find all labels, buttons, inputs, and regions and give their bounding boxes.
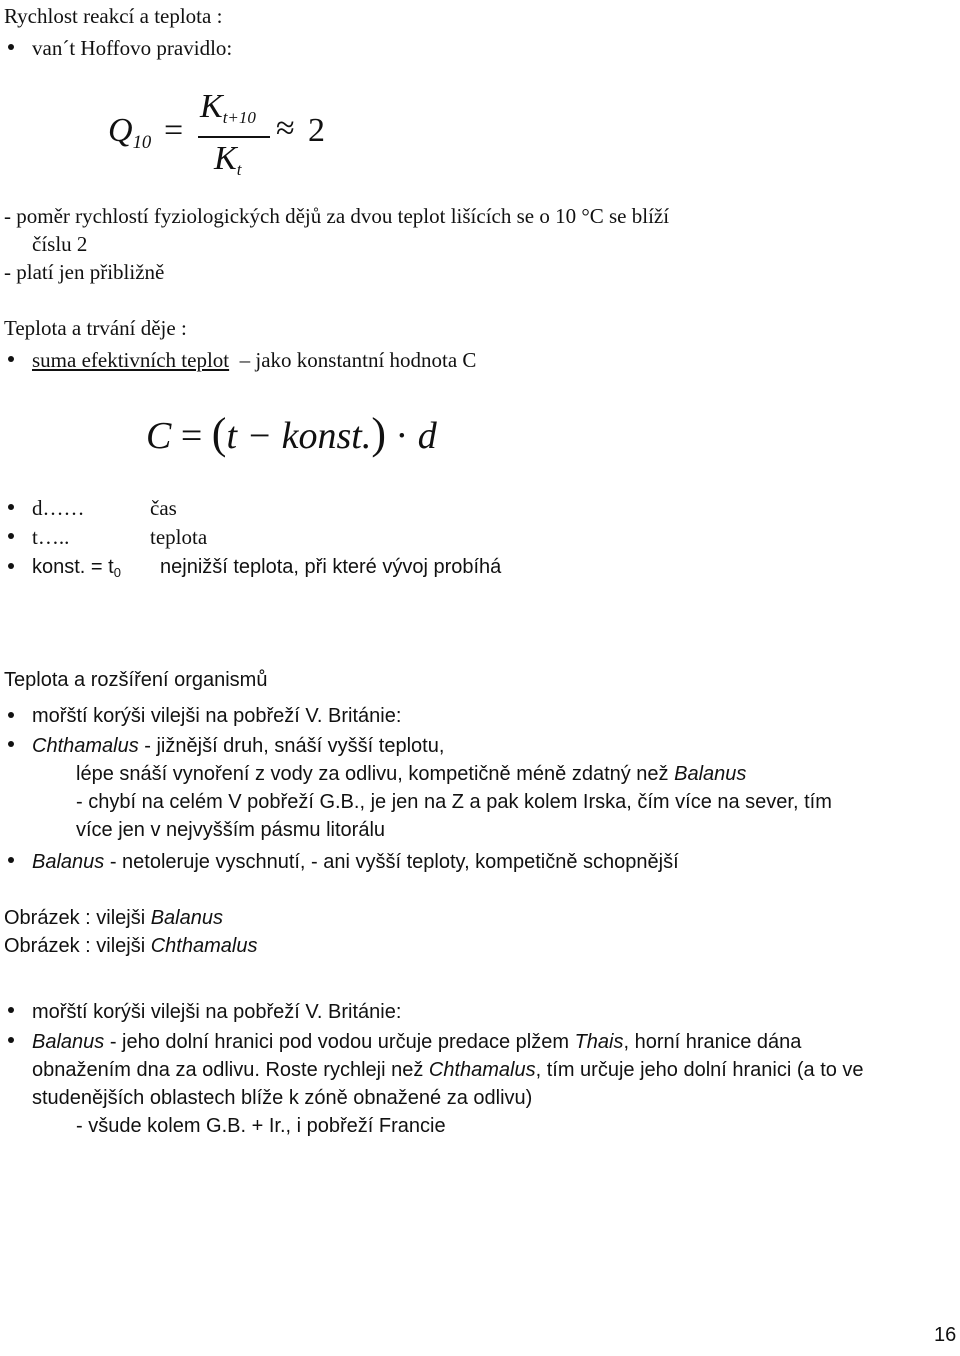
bullet-icon <box>8 741 14 747</box>
formula-num-sub: t+10 <box>222 107 256 127</box>
balanus-detail-line1: Balanus - jeho dolní hranici pod vodou určuje predace plžem Thais, horní hranice dána <box>32 1031 802 1053</box>
heading-reaction-rate: Rychlost reakcí a teplota : <box>4 4 223 28</box>
def-term-konst-sub: 0 <box>113 565 121 580</box>
formula-q: Q10 <box>108 112 152 153</box>
formula-c-eq: = <box>180 415 203 457</box>
formula-c-d: d <box>417 415 437 457</box>
balanus-line <box>32 849 679 875</box>
def-desc-d: čas <box>150 496 177 520</box>
figure-caption-balanus: Obrázek : vilejši Balanus <box>4 907 223 929</box>
chthamalus-line4: více jen v nejvyšším pásmu litorálu <box>76 819 386 841</box>
note-ratio: - poměr rychlostí fyziologických dějů za dvou teplot lišících se o 10 °C se blíží <box>4 204 670 228</box>
figure-caption-chthamalus: Obrázek : vilejši Chthamalus <box>4 935 258 957</box>
def-term-t: t….. <box>32 525 70 549</box>
species-chthamalus: Chthamalus <box>150 935 258 957</box>
bullet-icon <box>8 563 14 569</box>
suma-rest: – jako konstantní hodnota C <box>239 348 477 372</box>
def-desc-konst: nejnižší teplota, při které vývoj probíhá <box>160 556 502 578</box>
formula-value: 2 <box>308 112 325 149</box>
chthamalus-line3: - chybí na celém V pobřeží G.B., je jen na Z a pak kolem Irska, čím více na sever, tím <box>76 791 832 813</box>
balanus-rest: - netoleruje vyschnutí, - ani vyšší teploty, kompetičně schopnější <box>104 851 679 873</box>
balanus-detail-line3: studenějších oblastech blíže k zóně obnažené za odlivu) <box>32 1087 533 1109</box>
balanus-detail-line2: obnažením dna za odlivu. Roste rychleji než Chthamalus, tím určuje jeho dolní hranici (a to ve <box>32 1059 864 1081</box>
note-ratio-cont: číslu 2 <box>32 232 88 256</box>
formula-q-sub: 10 <box>132 131 152 153</box>
balanus-detail-line4: - všude kolem G.B. + Ir., i pobřeží Francie <box>76 1115 446 1137</box>
bullet-icon <box>8 504 14 510</box>
vant-hoff-rule: van´t Hoffovo pravidlo: <box>32 36 233 60</box>
formula-c-lparen: ( <box>211 409 227 458</box>
formula-c-dot: · <box>395 415 409 457</box>
heading-distribution: Teplota a rozšíření organismů <box>4 669 268 691</box>
suma-term: suma efektivních teplot <box>32 348 230 372</box>
bullet-icon <box>8 1007 14 1013</box>
suma-line <box>32 347 476 373</box>
def-term-konst: konst. = $t_0$ <box>32 556 121 580</box>
def-term-d: d…… <box>32 496 85 520</box>
formula-c <box>146 408 437 459</box>
def-desc-t: teplota <box>150 525 208 549</box>
fraction-bar <box>198 136 270 138</box>
heading-duration: Teplota a trvání děje : <box>4 316 187 340</box>
formula-approx: ≈ <box>276 110 295 147</box>
formula-den-sub: t <box>236 159 242 179</box>
species-balanus: Balanus <box>674 763 747 785</box>
formula-c-body: t − konst. <box>226 415 372 457</box>
bullet-icon <box>8 712 14 718</box>
species-chthamalus: Chthamalus <box>32 735 139 757</box>
barnacles-intro: mořští korýši vilejši na pobřeží V. Británie: <box>32 705 402 727</box>
page-number: 16 <box>934 1324 957 1346</box>
species-balanus: Balanus <box>32 851 105 873</box>
species-thais: Thais <box>574 1031 624 1053</box>
formula-c-var: C <box>146 415 172 457</box>
note-approx: - platí jen přibližně <box>4 260 165 284</box>
species-balanus: Balanus <box>32 1031 105 1053</box>
formula-den: Kt <box>214 140 242 179</box>
species-balanus: Balanus <box>150 907 223 929</box>
formula-eq: = <box>164 112 184 149</box>
species-chthamalus: Chthamalus <box>428 1059 536 1081</box>
chthamalus-rest: - jižnější druh, snáší vyšší teplotu, <box>138 735 445 757</box>
bullet-icon <box>8 44 14 50</box>
bullet-icon <box>8 356 14 362</box>
bullet-icon <box>8 1037 14 1043</box>
bullet-icon <box>8 533 14 539</box>
chthamalus-line2: lépe snáší vynoření z vody za odlivu, kompetičně méně zdatný než Balanus <box>76 763 747 785</box>
formula-c-rparen: ) <box>371 409 387 458</box>
formula-num: Kt+10 <box>200 88 256 127</box>
bullet-icon <box>8 857 14 863</box>
chthamalus-line <box>32 733 444 759</box>
barnacles-intro-2: mořští korýši vilejši na pobřeží V. Británie: <box>32 1001 402 1023</box>
